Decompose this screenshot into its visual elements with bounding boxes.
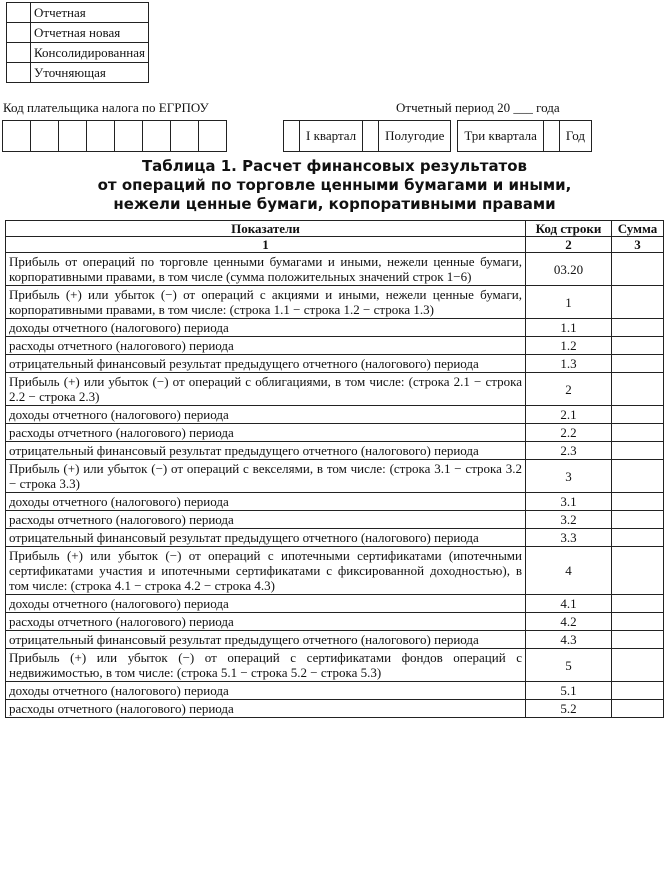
indicator-text: расходы отчетного (налогового) периода: [6, 613, 526, 631]
table-row: [6, 547, 664, 595]
report-type-row: [7, 3, 149, 23]
row-code: 5: [526, 649, 612, 682]
table-header-row: [6, 221, 664, 237]
header-indicators: Показатели: [6, 221, 526, 237]
indicator-text: расходы отчетного (налогового) периода: [6, 337, 526, 355]
amount-input[interactable]: [612, 649, 664, 682]
period-option-q1[interactable]: I квартал: [300, 121, 363, 152]
column-number: 1: [6, 237, 526, 253]
amount-input[interactable]: [612, 337, 664, 355]
indicator-text: Прибыль (+) или убыток (−) от операций с ипотечными сертификатами (ипотечными сертификатами участия и ипотечными сертификатами с фиксированной доходностью), в том числе: (строка 4.1 − строка 4.2 − строка 4.3): [6, 547, 526, 595]
report-type-list: [6, 2, 149, 83]
amount-input[interactable]: [612, 406, 664, 424]
row-code: 4.1: [526, 595, 612, 613]
amount-input[interactable]: [612, 373, 664, 406]
row-code: 1.2: [526, 337, 612, 355]
taxpayer-code-cell[interactable]: [198, 120, 227, 152]
title-line: от операций по торговле ценными бумагами и иными,: [97, 176, 572, 194]
column-number: 3: [612, 237, 664, 253]
indicator-text: отрицательный финансовый результат предыдущего отчетного (налогового) периода: [6, 355, 526, 373]
amount-input[interactable]: [612, 595, 664, 613]
table-row: [6, 355, 664, 373]
row-code: 5.2: [526, 700, 612, 718]
amount-input[interactable]: [612, 319, 664, 337]
table-row: [6, 493, 664, 511]
report-type-checkbox[interactable]: [7, 3, 31, 23]
indicator-text: доходы отчетного (налогового) периода: [6, 319, 526, 337]
amount-input[interactable]: [612, 460, 664, 493]
report-type-label: Отчетная новая: [31, 23, 149, 43]
amount-input[interactable]: [612, 547, 664, 595]
indicator-text: доходы отчетного (налогового) периода: [6, 406, 526, 424]
indicator-text: Прибыль (+) или убыток (−) от операций с векселями, в том числе: (строка 3.1 − строка 3.2 − строка 3.3): [6, 460, 526, 493]
amount-input[interactable]: [612, 355, 664, 373]
table-row: [6, 529, 664, 547]
column-number: 2: [526, 237, 612, 253]
table-row: [6, 424, 664, 442]
table-row: [6, 460, 664, 493]
report-type-row: [7, 43, 149, 63]
report-type-row: [7, 63, 149, 83]
row-code: 5.1: [526, 682, 612, 700]
indicator-text: доходы отчетного (налогового) периода: [6, 595, 526, 613]
reporting-period-options: [283, 120, 592, 152]
indicator-text: отрицательный финансовый результат предыдущего отчетного (налогового) периода: [6, 442, 526, 460]
title-line: Таблица 1. Расчет финансовых результатов: [141, 157, 528, 175]
period-checkbox[interactable]: [543, 121, 559, 152]
row-code: 3.1: [526, 493, 612, 511]
amount-input[interactable]: [612, 493, 664, 511]
amount-input[interactable]: [612, 511, 664, 529]
header-row-code: Код строки: [526, 221, 612, 237]
column-number-row: [6, 237, 664, 253]
financial-results-table: [5, 220, 664, 718]
row-code: 4: [526, 547, 612, 595]
table-row: [6, 373, 664, 406]
reporting-period-label: Отчетный период 20 ___ года: [396, 100, 560, 115]
report-type-label: Отчетная: [31, 3, 149, 23]
indicator-text: Прибыль от операций по торговле ценными бумагами и иными, нежели ценные бумаги, корпоративными правами, в том числе (сумма положительных значений строк 1−6): [6, 253, 526, 286]
report-type-checkbox[interactable]: [7, 43, 31, 63]
table-row: [6, 595, 664, 613]
row-code: 3: [526, 460, 612, 493]
report-type-checkbox[interactable]: [7, 23, 31, 43]
indicator-text: доходы отчетного (налогового) периода: [6, 682, 526, 700]
table-row: [6, 682, 664, 700]
amount-input[interactable]: [612, 442, 664, 460]
taxpayer-code-cell[interactable]: [114, 120, 143, 152]
indicator-text: отрицательный финансовый результат предыдущего отчетного (налогового) периода: [6, 529, 526, 547]
row-code: 2.1: [526, 406, 612, 424]
amount-input[interactable]: [612, 613, 664, 631]
period-option-year[interactable]: Год: [559, 121, 591, 152]
taxpayer-code-cell[interactable]: [142, 120, 171, 152]
row-code: 1.3: [526, 355, 612, 373]
table-row: [6, 649, 664, 682]
amount-input[interactable]: [612, 631, 664, 649]
table-row: [6, 286, 664, 319]
row-code: 1: [526, 286, 612, 319]
table-row: [6, 631, 664, 649]
row-code: 2: [526, 373, 612, 406]
period-option-half-year[interactable]: Полугодие: [379, 121, 451, 152]
period-spacer: [451, 121, 458, 152]
taxpayer-code-cell[interactable]: [30, 120, 59, 152]
amount-input[interactable]: [612, 529, 664, 547]
amount-input[interactable]: [612, 424, 664, 442]
taxpayer-code-cells: [3, 120, 227, 152]
row-code: 2.3: [526, 442, 612, 460]
report-type-label: Консолидированная: [31, 43, 149, 63]
report-type-row: [7, 23, 149, 43]
row-code: 1.1: [526, 319, 612, 337]
row-code: 3.2: [526, 511, 612, 529]
indicator-text: Прибыль (+) или убыток (−) от операций с облигациями, в том числе: (строка 2.1 − строка 2.2 − строка 2.3): [6, 373, 526, 406]
table-title: [0, 157, 669, 214]
indicator-text: доходы отчетного (налогового) периода: [6, 493, 526, 511]
indicator-text: Прибыль (+) или убыток (−) от операций с акциями и иными, нежели ценные бумаги, корпоративными правами, в том числе: (строка 1.1 − строка 1.2 − строка 1.3): [6, 286, 526, 319]
report-type-checkbox[interactable]: [7, 63, 31, 83]
indicator-text: Прибыль (+) или убыток (−) от операций с сертификатами фондов операций с недвижимостью, в том числе: (строка 5.1 − строка 5.2 − строка 5.3): [6, 649, 526, 682]
indicator-text: расходы отчетного (налогового) периода: [6, 424, 526, 442]
table-row: [6, 700, 664, 718]
period-checkbox[interactable]: [363, 121, 379, 152]
indicator-text: отрицательный финансовый результат предыдущего отчетного (налогового) периода: [6, 631, 526, 649]
amount-input[interactable]: [612, 700, 664, 718]
taxpayer-code-cell[interactable]: [58, 120, 87, 152]
title-line: нежели ценные бумаги, корпоративными правами: [113, 195, 556, 213]
amount-input[interactable]: [612, 286, 664, 319]
period-option-nine-months[interactable]: Три квартала: [458, 121, 544, 152]
report-type-label: Уточняющая: [31, 63, 149, 83]
amount-input[interactable]: [612, 682, 664, 700]
row-code: 2.2: [526, 424, 612, 442]
row-code: 3.3: [526, 529, 612, 547]
row-code: 4.3: [526, 631, 612, 649]
row-code: 03.20: [526, 253, 612, 286]
taxpayer-code-cell[interactable]: [170, 120, 199, 152]
table-row: [6, 406, 664, 424]
table-row: [6, 511, 664, 529]
table-row: [6, 442, 664, 460]
taxpayer-code-cell[interactable]: [86, 120, 115, 152]
table-row: [6, 337, 664, 355]
table-row: [6, 253, 664, 286]
table-row: [6, 319, 664, 337]
amount-input[interactable]: [612, 253, 664, 286]
row-code: 4.2: [526, 613, 612, 631]
table-row: [6, 613, 664, 631]
header-amount: Сумма: [612, 221, 664, 237]
indicator-text: расходы отчетного (налогового) периода: [6, 700, 526, 718]
indicator-text: расходы отчетного (налогового) периода: [6, 511, 526, 529]
period-checkbox[interactable]: [284, 121, 300, 152]
taxpayer-code-label: Код плательщика налога по ЕГРПОУ: [3, 100, 209, 115]
taxpayer-code-cell[interactable]: [2, 120, 31, 152]
